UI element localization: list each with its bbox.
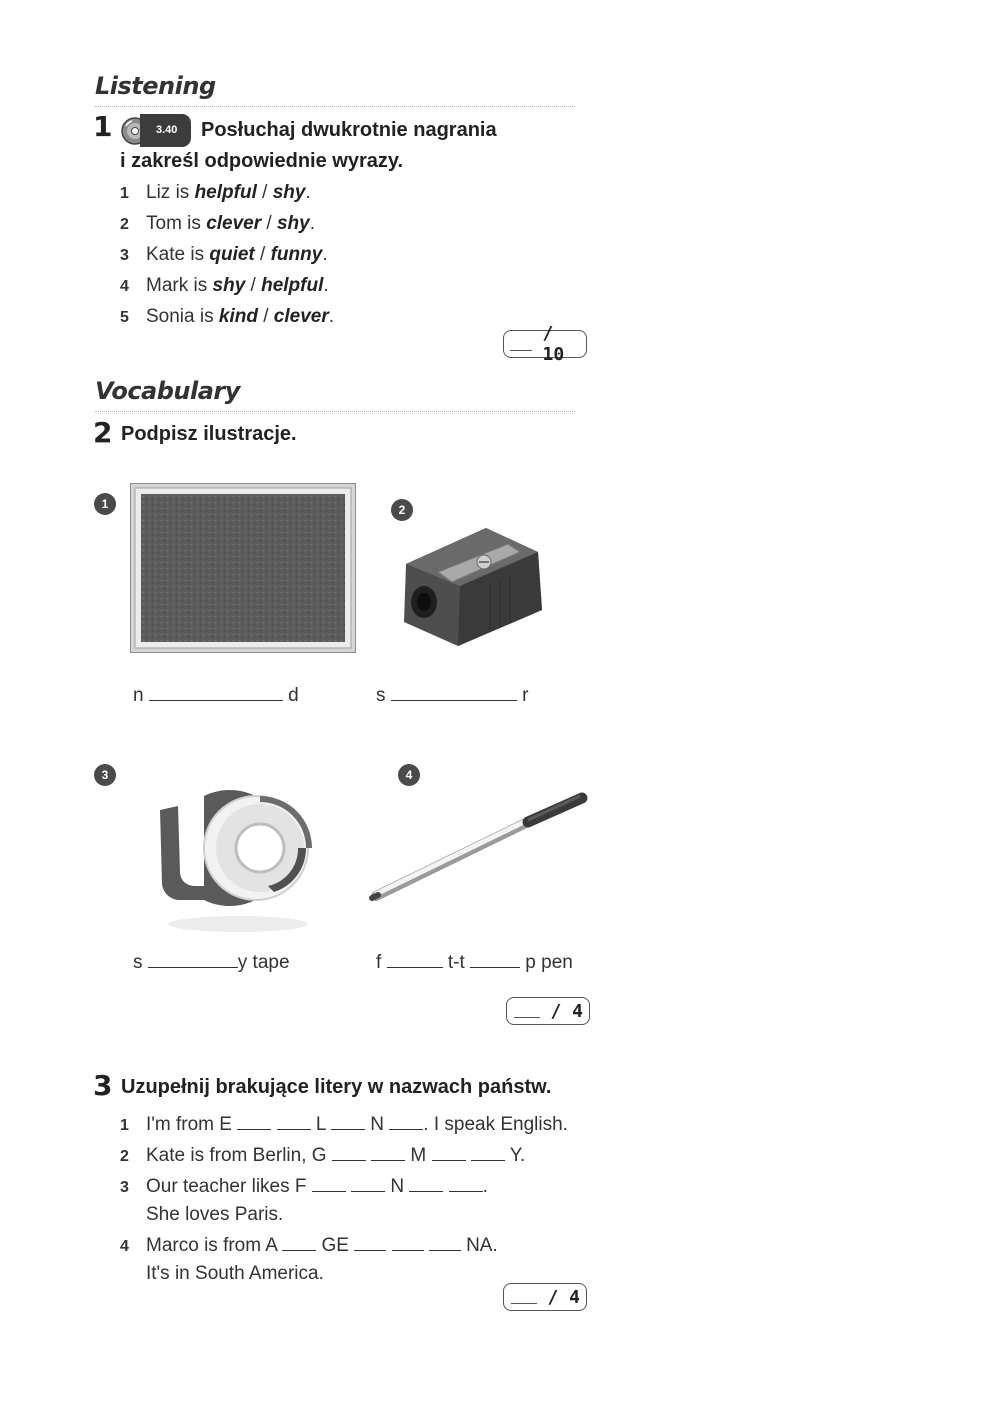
sticky-tape-dispenser-icon — [156, 776, 318, 936]
letter-blank[interactable] — [471, 1146, 505, 1161]
noticeboard-icon — [130, 483, 356, 653]
listening-items — [120, 182, 334, 337]
list-item-continuation: It's in South America. — [146, 1263, 324, 1284]
letter-blank[interactable] — [429, 1236, 461, 1251]
list-item: 1 Liz is helpful / shy. — [120, 182, 311, 203]
picture-2-badge: 2 — [391, 499, 413, 521]
option-2[interactable]: clever — [273, 306, 329, 327]
option-2[interactable]: funny — [270, 244, 323, 265]
picture-1-badge: 1 — [94, 493, 116, 515]
answer-blank[interactable] — [148, 953, 238, 968]
option-1[interactable]: clever — [206, 213, 262, 234]
answer-blank[interactable] — [470, 953, 520, 968]
letter-blank[interactable] — [237, 1115, 271, 1130]
option-1[interactable]: quiet — [209, 244, 255, 265]
list-item-continuation: She loves Paris. — [146, 1204, 284, 1225]
letter-blank[interactable] — [277, 1115, 311, 1130]
exercise-3-instruction: Uzupełnij brakujące litery w nazwach państw. — [121, 1076, 552, 1098]
track-number: 3.40 — [140, 114, 191, 147]
option-1[interactable]: kind — [218, 306, 258, 327]
score-box-countries[interactable]: / 4 — [503, 1283, 587, 1311]
list-item: 5 Sonia is kind / clever. — [120, 306, 335, 327]
listening-heading: Listening — [95, 72, 216, 100]
list-item: 4 Mark is shy / helpful. — [120, 275, 329, 296]
picture-3-answer: s y tape — [133, 952, 290, 973]
score-box-vocabulary[interactable]: / 4 — [506, 997, 590, 1025]
picture-1-answer: n d — [133, 685, 299, 706]
option-2[interactable]: shy — [272, 182, 306, 203]
exercise-2-instruction: Podpisz ilustracje. — [121, 423, 297, 445]
list-item: 1 I'm from E L N . I speak English. — [120, 1114, 568, 1135]
list-item: 3 Kate is quiet / funny. — [120, 244, 328, 265]
exercise-1-instruction — [120, 114, 590, 176]
letter-blank[interactable] — [332, 1146, 366, 1161]
option-2[interactable]: shy — [276, 213, 310, 234]
audio-track[interactable] — [120, 114, 191, 147]
list-item: 3 Our teacher likes F N . — [120, 1176, 488, 1197]
option-1[interactable]: helpful — [194, 182, 257, 203]
letter-blank[interactable] — [354, 1236, 386, 1251]
exercise-3-number: 3 — [93, 1069, 113, 1102]
score-box-listening[interactable]: / 10 — [503, 330, 587, 358]
listening-divider — [95, 106, 575, 107]
instruction-line-1: Posłuchaj dwukrotnie nagrania — [200, 118, 497, 141]
answer-blank[interactable] — [387, 953, 443, 968]
felt-tip-pen-icon — [368, 790, 590, 906]
answer-blank[interactable] — [391, 686, 517, 701]
list-item: 4 Marco is from A GE NA. — [120, 1235, 498, 1256]
picture-4-answer: f t-t p pen — [376, 952, 573, 973]
letter-blank[interactable] — [371, 1146, 405, 1161]
picture-4-badge: 4 — [398, 764, 420, 786]
answer-blank[interactable] — [149, 686, 283, 701]
exercise-1-number: 1 — [93, 110, 113, 143]
picture-2-answer: s r — [376, 685, 529, 706]
letter-blank[interactable] — [409, 1177, 443, 1192]
instruction-line-2: i zakreśl odpowiednie wyrazy. — [120, 150, 404, 172]
letter-blank[interactable] — [351, 1177, 385, 1192]
letter-blank[interactable] — [312, 1177, 346, 1192]
option-1[interactable]: shy — [212, 275, 246, 296]
letter-blank[interactable] — [389, 1115, 423, 1130]
picture-3-badge: 3 — [94, 764, 116, 786]
exercise-2-number: 2 — [93, 416, 113, 449]
letter-blank[interactable] — [331, 1115, 365, 1130]
list-item: 2 Tom is clever / shy. — [120, 213, 316, 234]
pencil-sharpener-icon — [398, 522, 546, 652]
vocabulary-divider — [95, 411, 575, 412]
list-item: 2 Kate is from Berlin, G M Y. — [120, 1145, 526, 1166]
letter-blank[interactable] — [392, 1236, 424, 1251]
option-2[interactable]: helpful — [261, 275, 324, 296]
vocabulary-heading: Vocabulary — [95, 377, 240, 405]
letter-blank[interactable] — [449, 1177, 483, 1192]
letter-blank[interactable] — [282, 1236, 316, 1251]
letter-blank[interactable] — [432, 1146, 466, 1161]
